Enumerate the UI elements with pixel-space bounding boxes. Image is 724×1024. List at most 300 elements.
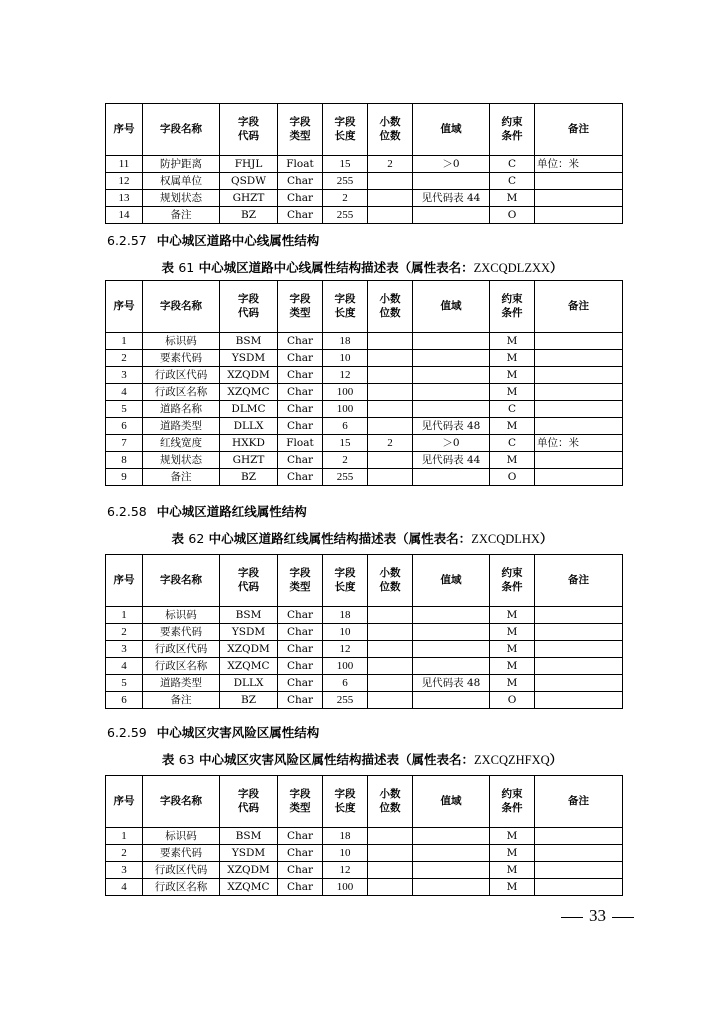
caption-code: ZXCQDLHX <box>471 532 540 546</box>
cell-constraint: M <box>490 624 535 641</box>
cell-constraint: M <box>490 879 535 896</box>
col-header-constraint: 约束 条件 <box>490 555 535 607</box>
cell-range <box>413 658 490 675</box>
caption-code: ZXCQDLZXX <box>473 261 551 275</box>
col-header-constraint: 约束 条件 <box>490 776 535 828</box>
cell-field-name: 行政区代码 <box>143 367 220 384</box>
cell-decimals <box>368 418 413 435</box>
table-caption-63 <box>0 750 724 768</box>
cell-remark <box>535 607 623 624</box>
cell-field-type: Char <box>278 862 323 879</box>
cell-field-code: XZQMC <box>220 879 278 896</box>
cell-field-code: BZ <box>220 692 278 709</box>
cell-remark <box>535 845 623 862</box>
cell-remark <box>535 658 623 675</box>
cell-range <box>413 879 490 896</box>
cell-range <box>413 862 490 879</box>
cell-field-length: 18 <box>323 607 368 624</box>
cell-field-code: BSM <box>220 607 278 624</box>
cell-decimals: 2 <box>368 435 413 452</box>
cell-remark: 单位：米 <box>535 435 623 452</box>
cell-field-name: 防护距离 <box>143 156 220 173</box>
cell-field-length: 6 <box>323 675 368 692</box>
cell-decimals <box>368 207 413 224</box>
cell-field-type: Char <box>278 333 323 350</box>
table-row <box>106 435 623 452</box>
cell-constraint: M <box>490 384 535 401</box>
cell-field-length: 12 <box>323 367 368 384</box>
cell-range <box>413 207 490 224</box>
cell-constraint: M <box>490 607 535 624</box>
cell-constraint: M <box>490 675 535 692</box>
caption-suffix: ） <box>549 752 563 767</box>
cell-field-type: Char <box>278 879 323 896</box>
cell-no: 2 <box>106 624 143 641</box>
col-header-field-code: 字段 代码 <box>220 104 278 156</box>
cell-remark <box>535 692 623 709</box>
table-row <box>106 418 623 435</box>
cell-remark <box>535 469 623 486</box>
section-number: 6.2.59 <box>107 725 147 740</box>
cell-remark <box>535 828 623 845</box>
col-header-field-type: 字段 类型 <box>278 104 323 156</box>
col-header-field-name: 字段名称 <box>143 281 220 333</box>
cell-remark <box>535 879 623 896</box>
cell-decimals <box>368 624 413 641</box>
cell-no: 1 <box>106 333 143 350</box>
cell-range: 见代码表 44 <box>413 190 490 207</box>
cell-field-length: 2 <box>323 190 368 207</box>
cell-field-type: Char <box>278 692 323 709</box>
cell-range <box>413 624 490 641</box>
cell-decimals <box>368 675 413 692</box>
table-row <box>106 367 623 384</box>
cell-decimals <box>368 692 413 709</box>
cell-field-name: 标识码 <box>143 607 220 624</box>
table-row <box>106 333 623 350</box>
cell-field-length: 255 <box>323 207 368 224</box>
cell-field-type: Char <box>278 845 323 862</box>
section-heading-57 <box>107 231 319 249</box>
cell-field-length: 10 <box>323 624 368 641</box>
table-row <box>106 156 623 173</box>
cell-field-name: 要素代码 <box>143 845 220 862</box>
cell-no: 4 <box>106 658 143 675</box>
cell-no: 2 <box>106 350 143 367</box>
cell-no: 13 <box>106 190 143 207</box>
section-number: 6.2.57 <box>107 233 147 248</box>
cell-field-name: 要素代码 <box>143 350 220 367</box>
cell-decimals <box>368 469 413 486</box>
col-header-decimals: 小数 位数 <box>368 281 413 333</box>
cell-field-code: DLLX <box>220 675 278 692</box>
cell-field-code: FHJL <box>220 156 278 173</box>
cell-range <box>413 845 490 862</box>
cell-constraint: M <box>490 333 535 350</box>
cell-range: 见代码表 44 <box>413 452 490 469</box>
cell-range <box>413 350 490 367</box>
cell-range <box>413 384 490 401</box>
cell-constraint: M <box>490 828 535 845</box>
cell-field-length: 18 <box>323 333 368 350</box>
cell-range: ＞0 <box>413 435 490 452</box>
cell-remark <box>535 190 623 207</box>
cell-decimals <box>368 190 413 207</box>
cell-field-code: XZQDM <box>220 641 278 658</box>
cell-field-name: 权属单位 <box>143 173 220 190</box>
cell-field-type: Char <box>278 350 323 367</box>
cell-range <box>413 401 490 418</box>
cell-field-name: 行政区名称 <box>143 384 220 401</box>
cell-field-name: 标识码 <box>143 828 220 845</box>
cell-remark <box>535 207 623 224</box>
cell-range <box>413 641 490 658</box>
cell-no: 9 <box>106 469 143 486</box>
cell-field-type: Float <box>278 156 323 173</box>
col-header-decimals: 小数 位数 <box>368 776 413 828</box>
cell-no: 14 <box>106 207 143 224</box>
page-number-value: 33 <box>589 906 606 925</box>
cell-field-length: 2 <box>323 452 368 469</box>
col-header-constraint: 约束 条件 <box>490 281 535 333</box>
cell-decimals <box>368 658 413 675</box>
col-header-field-length: 字段 长度 <box>323 281 368 333</box>
cell-remark <box>535 452 623 469</box>
cell-no: 7 <box>106 435 143 452</box>
col-header-field-length: 字段 长度 <box>323 104 368 156</box>
cell-field-code: BZ <box>220 207 278 224</box>
cell-field-length: 100 <box>323 401 368 418</box>
cell-field-code: XZQMC <box>220 384 278 401</box>
cell-remark <box>535 641 623 658</box>
cell-remark <box>535 384 623 401</box>
cell-field-code: DLMC <box>220 401 278 418</box>
col-header-range: 值域 <box>413 776 490 828</box>
cell-constraint: C <box>490 156 535 173</box>
cell-constraint: O <box>490 692 535 709</box>
cell-field-code: GHZT <box>220 452 278 469</box>
col-header-decimals: 小数 位数 <box>368 104 413 156</box>
cell-field-length: 255 <box>323 469 368 486</box>
cell-field-length: 15 <box>323 435 368 452</box>
cell-no: 3 <box>106 367 143 384</box>
caption-prefix: 表 <box>171 531 185 546</box>
caption-title: 中心城区道路红线属性结构描述表（属性表名： <box>208 531 472 546</box>
cell-field-type: Char <box>278 384 323 401</box>
col-header-field-code: 字段 代码 <box>220 555 278 607</box>
page-number <box>555 906 640 926</box>
cell-decimals <box>368 452 413 469</box>
table-row <box>106 384 623 401</box>
cell-field-type: Char <box>278 207 323 224</box>
table-62 <box>105 554 623 709</box>
cell-field-length: 100 <box>323 879 368 896</box>
cell-field-type: Float <box>278 435 323 452</box>
col-header-no: 序号 <box>106 281 143 333</box>
cell-range: 见代码表 48 <box>413 418 490 435</box>
cell-decimals <box>368 350 413 367</box>
table-header-row <box>106 776 623 828</box>
cell-field-code: HXKD <box>220 435 278 452</box>
cell-field-length: 100 <box>323 658 368 675</box>
cell-range <box>413 692 490 709</box>
col-header-no: 序号 <box>106 104 143 156</box>
table-caption-62 <box>0 529 724 547</box>
col-header-no: 序号 <box>106 776 143 828</box>
cell-field-name: 标识码 <box>143 333 220 350</box>
cell-no: 3 <box>106 862 143 879</box>
table-row <box>106 879 623 896</box>
col-header-field-name: 字段名称 <box>143 776 220 828</box>
cell-decimals <box>368 333 413 350</box>
page-dash-right <box>612 917 634 918</box>
cell-field-name: 行政区代码 <box>143 862 220 879</box>
cell-no: 3 <box>106 641 143 658</box>
col-header-field-type: 字段 类型 <box>278 281 323 333</box>
cell-decimals <box>368 367 413 384</box>
cell-range <box>413 367 490 384</box>
cell-constraint: M <box>490 190 535 207</box>
cell-decimals <box>368 607 413 624</box>
cell-field-length: 18 <box>323 828 368 845</box>
cell-remark <box>535 350 623 367</box>
cell-constraint: M <box>490 367 535 384</box>
cell-constraint: M <box>490 862 535 879</box>
cell-no: 8 <box>106 452 143 469</box>
cell-field-code: BZ <box>220 469 278 486</box>
cell-field-code: DLLX <box>220 418 278 435</box>
cell-field-name: 道路类型 <box>143 675 220 692</box>
table-row <box>106 641 623 658</box>
cell-constraint: M <box>490 658 535 675</box>
caption-suffix: ） <box>539 531 553 546</box>
table-header-row <box>106 555 623 607</box>
cell-remark <box>535 624 623 641</box>
caption-title: 中心城区灾害风险区属性结构描述表（属性表名： <box>198 752 474 767</box>
cell-no: 5 <box>106 401 143 418</box>
cell-remark <box>535 401 623 418</box>
section-title: 中心城区灾害风险区属性结构 <box>156 725 320 740</box>
caption-number: 62 <box>188 531 205 546</box>
cell-decimals <box>368 384 413 401</box>
cell-field-name: 规划状态 <box>143 190 220 207</box>
cell-remark <box>535 367 623 384</box>
cell-remark <box>535 675 623 692</box>
col-header-constraint: 约束 条件 <box>490 104 535 156</box>
cell-range <box>413 333 490 350</box>
col-header-remark: 备注 <box>535 555 623 607</box>
cell-field-type: Char <box>278 675 323 692</box>
cell-field-type: Char <box>278 828 323 845</box>
cell-field-code: BSM <box>220 333 278 350</box>
cell-field-code: XZQMC <box>220 658 278 675</box>
cell-field-name: 行政区代码 <box>143 641 220 658</box>
table-row <box>106 607 623 624</box>
cell-constraint: C <box>490 435 535 452</box>
cell-no: 2 <box>106 845 143 862</box>
cell-field-name: 行政区名称 <box>143 658 220 675</box>
cell-field-type: Char <box>278 641 323 658</box>
table-row <box>106 207 623 224</box>
table-row <box>106 828 623 845</box>
cell-no: 1 <box>106 607 143 624</box>
cell-constraint: C <box>490 401 535 418</box>
cell-no: 12 <box>106 173 143 190</box>
cell-field-name: 道路名称 <box>143 401 220 418</box>
cell-field-length: 10 <box>323 845 368 862</box>
caption-title: 中心城区道路中心线属性结构描述表（属性表名： <box>198 260 474 275</box>
section-number: 6.2.58 <box>107 504 147 519</box>
cell-field-type: Char <box>278 624 323 641</box>
section-heading-58 <box>107 502 307 520</box>
col-header-field-code: 字段 代码 <box>220 281 278 333</box>
caption-suffix: ） <box>550 260 563 275</box>
cell-no: 6 <box>106 418 143 435</box>
cell-constraint: O <box>490 207 535 224</box>
section-heading-59 <box>107 723 319 741</box>
col-header-decimals: 小数 位数 <box>368 555 413 607</box>
cell-decimals <box>368 828 413 845</box>
cell-constraint: M <box>490 452 535 469</box>
cell-field-name: 备注 <box>143 692 220 709</box>
cell-field-code: BSM <box>220 828 278 845</box>
cell-no: 5 <box>106 675 143 692</box>
section-title: 中心城区道路中心线属性结构 <box>156 233 320 248</box>
cell-field-code: XZQDM <box>220 862 278 879</box>
caption-prefix: 表 <box>161 260 174 275</box>
cell-remark <box>535 173 623 190</box>
col-header-field-type: 字段 类型 <box>278 555 323 607</box>
table-row <box>106 452 623 469</box>
table-continued <box>105 103 623 224</box>
cell-no: 6 <box>106 692 143 709</box>
cell-field-length: 255 <box>323 173 368 190</box>
cell-field-code: XZQDM <box>220 367 278 384</box>
cell-field-code: YSDM <box>220 845 278 862</box>
cell-field-length: 10 <box>323 350 368 367</box>
cell-field-type: Char <box>278 401 323 418</box>
cell-no: 4 <box>106 879 143 896</box>
cell-field-name: 红线宽度 <box>143 435 220 452</box>
cell-field-code: QSDW <box>220 173 278 190</box>
col-header-field-name: 字段名称 <box>143 555 220 607</box>
cell-field-type: Char <box>278 658 323 675</box>
cell-field-type: Char <box>278 190 323 207</box>
cell-field-type: Char <box>278 418 323 435</box>
caption-number: 63 <box>178 752 195 767</box>
caption-prefix: 表 <box>161 752 175 767</box>
table-row <box>106 469 623 486</box>
table-row <box>106 658 623 675</box>
cell-decimals <box>368 641 413 658</box>
table-row <box>106 350 623 367</box>
cell-constraint: M <box>490 418 535 435</box>
cell-field-name: 备注 <box>143 207 220 224</box>
cell-range: ＞0 <box>413 156 490 173</box>
col-header-remark: 备注 <box>535 104 623 156</box>
table-61 <box>105 280 623 486</box>
section-title: 中心城区道路红线属性结构 <box>156 504 307 519</box>
cell-field-type: Char <box>278 607 323 624</box>
table-row <box>106 675 623 692</box>
cell-field-code: YSDM <box>220 624 278 641</box>
cell-decimals <box>368 879 413 896</box>
cell-field-name: 备注 <box>143 469 220 486</box>
cell-decimals <box>368 401 413 418</box>
cell-remark: 单位：米 <box>535 156 623 173</box>
col-header-range: 值域 <box>413 281 490 333</box>
col-header-remark: 备注 <box>535 776 623 828</box>
cell-remark <box>535 862 623 879</box>
cell-range: 见代码表 48 <box>413 675 490 692</box>
cell-field-code: GHZT <box>220 190 278 207</box>
cell-constraint: M <box>490 641 535 658</box>
cell-no: 11 <box>106 156 143 173</box>
cell-field-length: 255 <box>323 692 368 709</box>
table-caption-61 <box>0 258 724 276</box>
cell-constraint: C <box>490 173 535 190</box>
cell-range <box>413 173 490 190</box>
table-row <box>106 692 623 709</box>
table-row <box>106 624 623 641</box>
col-header-range: 值域 <box>413 555 490 607</box>
cell-constraint: M <box>490 350 535 367</box>
table-row <box>106 173 623 190</box>
col-header-field-length: 字段 长度 <box>323 555 368 607</box>
cell-range <box>413 828 490 845</box>
cell-range <box>413 469 490 486</box>
col-header-field-code: 字段 代码 <box>220 776 278 828</box>
cell-field-name: 道路类型 <box>143 418 220 435</box>
table-63 <box>105 775 623 896</box>
cell-field-length: 12 <box>323 641 368 658</box>
cell-field-code: YSDM <box>220 350 278 367</box>
table-header-row <box>106 104 623 156</box>
cell-field-length: 15 <box>323 156 368 173</box>
caption-number: 61 <box>178 260 195 275</box>
cell-decimals <box>368 862 413 879</box>
cell-decimals <box>368 845 413 862</box>
cell-field-name: 行政区名称 <box>143 879 220 896</box>
col-header-field-length: 字段 长度 <box>323 776 368 828</box>
caption-code: ZXCQZHFXQ <box>473 753 550 767</box>
cell-no: 4 <box>106 384 143 401</box>
col-header-range: 值域 <box>413 104 490 156</box>
page-dash-left <box>561 917 583 918</box>
cell-decimals: 2 <box>368 156 413 173</box>
cell-field-length: 12 <box>323 862 368 879</box>
cell-decimals <box>368 173 413 190</box>
cell-field-type: Char <box>278 367 323 384</box>
cell-field-length: 100 <box>323 384 368 401</box>
cell-field-type: Char <box>278 173 323 190</box>
cell-range <box>413 607 490 624</box>
cell-field-name: 要素代码 <box>143 624 220 641</box>
col-header-no: 序号 <box>106 555 143 607</box>
table-row <box>106 190 623 207</box>
table-header-row <box>106 281 623 333</box>
cell-no: 1 <box>106 828 143 845</box>
cell-field-name: 规划状态 <box>143 452 220 469</box>
cell-remark <box>535 333 623 350</box>
cell-field-length: 6 <box>323 418 368 435</box>
cell-field-type: Char <box>278 469 323 486</box>
cell-remark <box>535 418 623 435</box>
table-row <box>106 845 623 862</box>
table-row <box>106 401 623 418</box>
col-header-field-type: 字段 类型 <box>278 776 323 828</box>
cell-field-type: Char <box>278 452 323 469</box>
